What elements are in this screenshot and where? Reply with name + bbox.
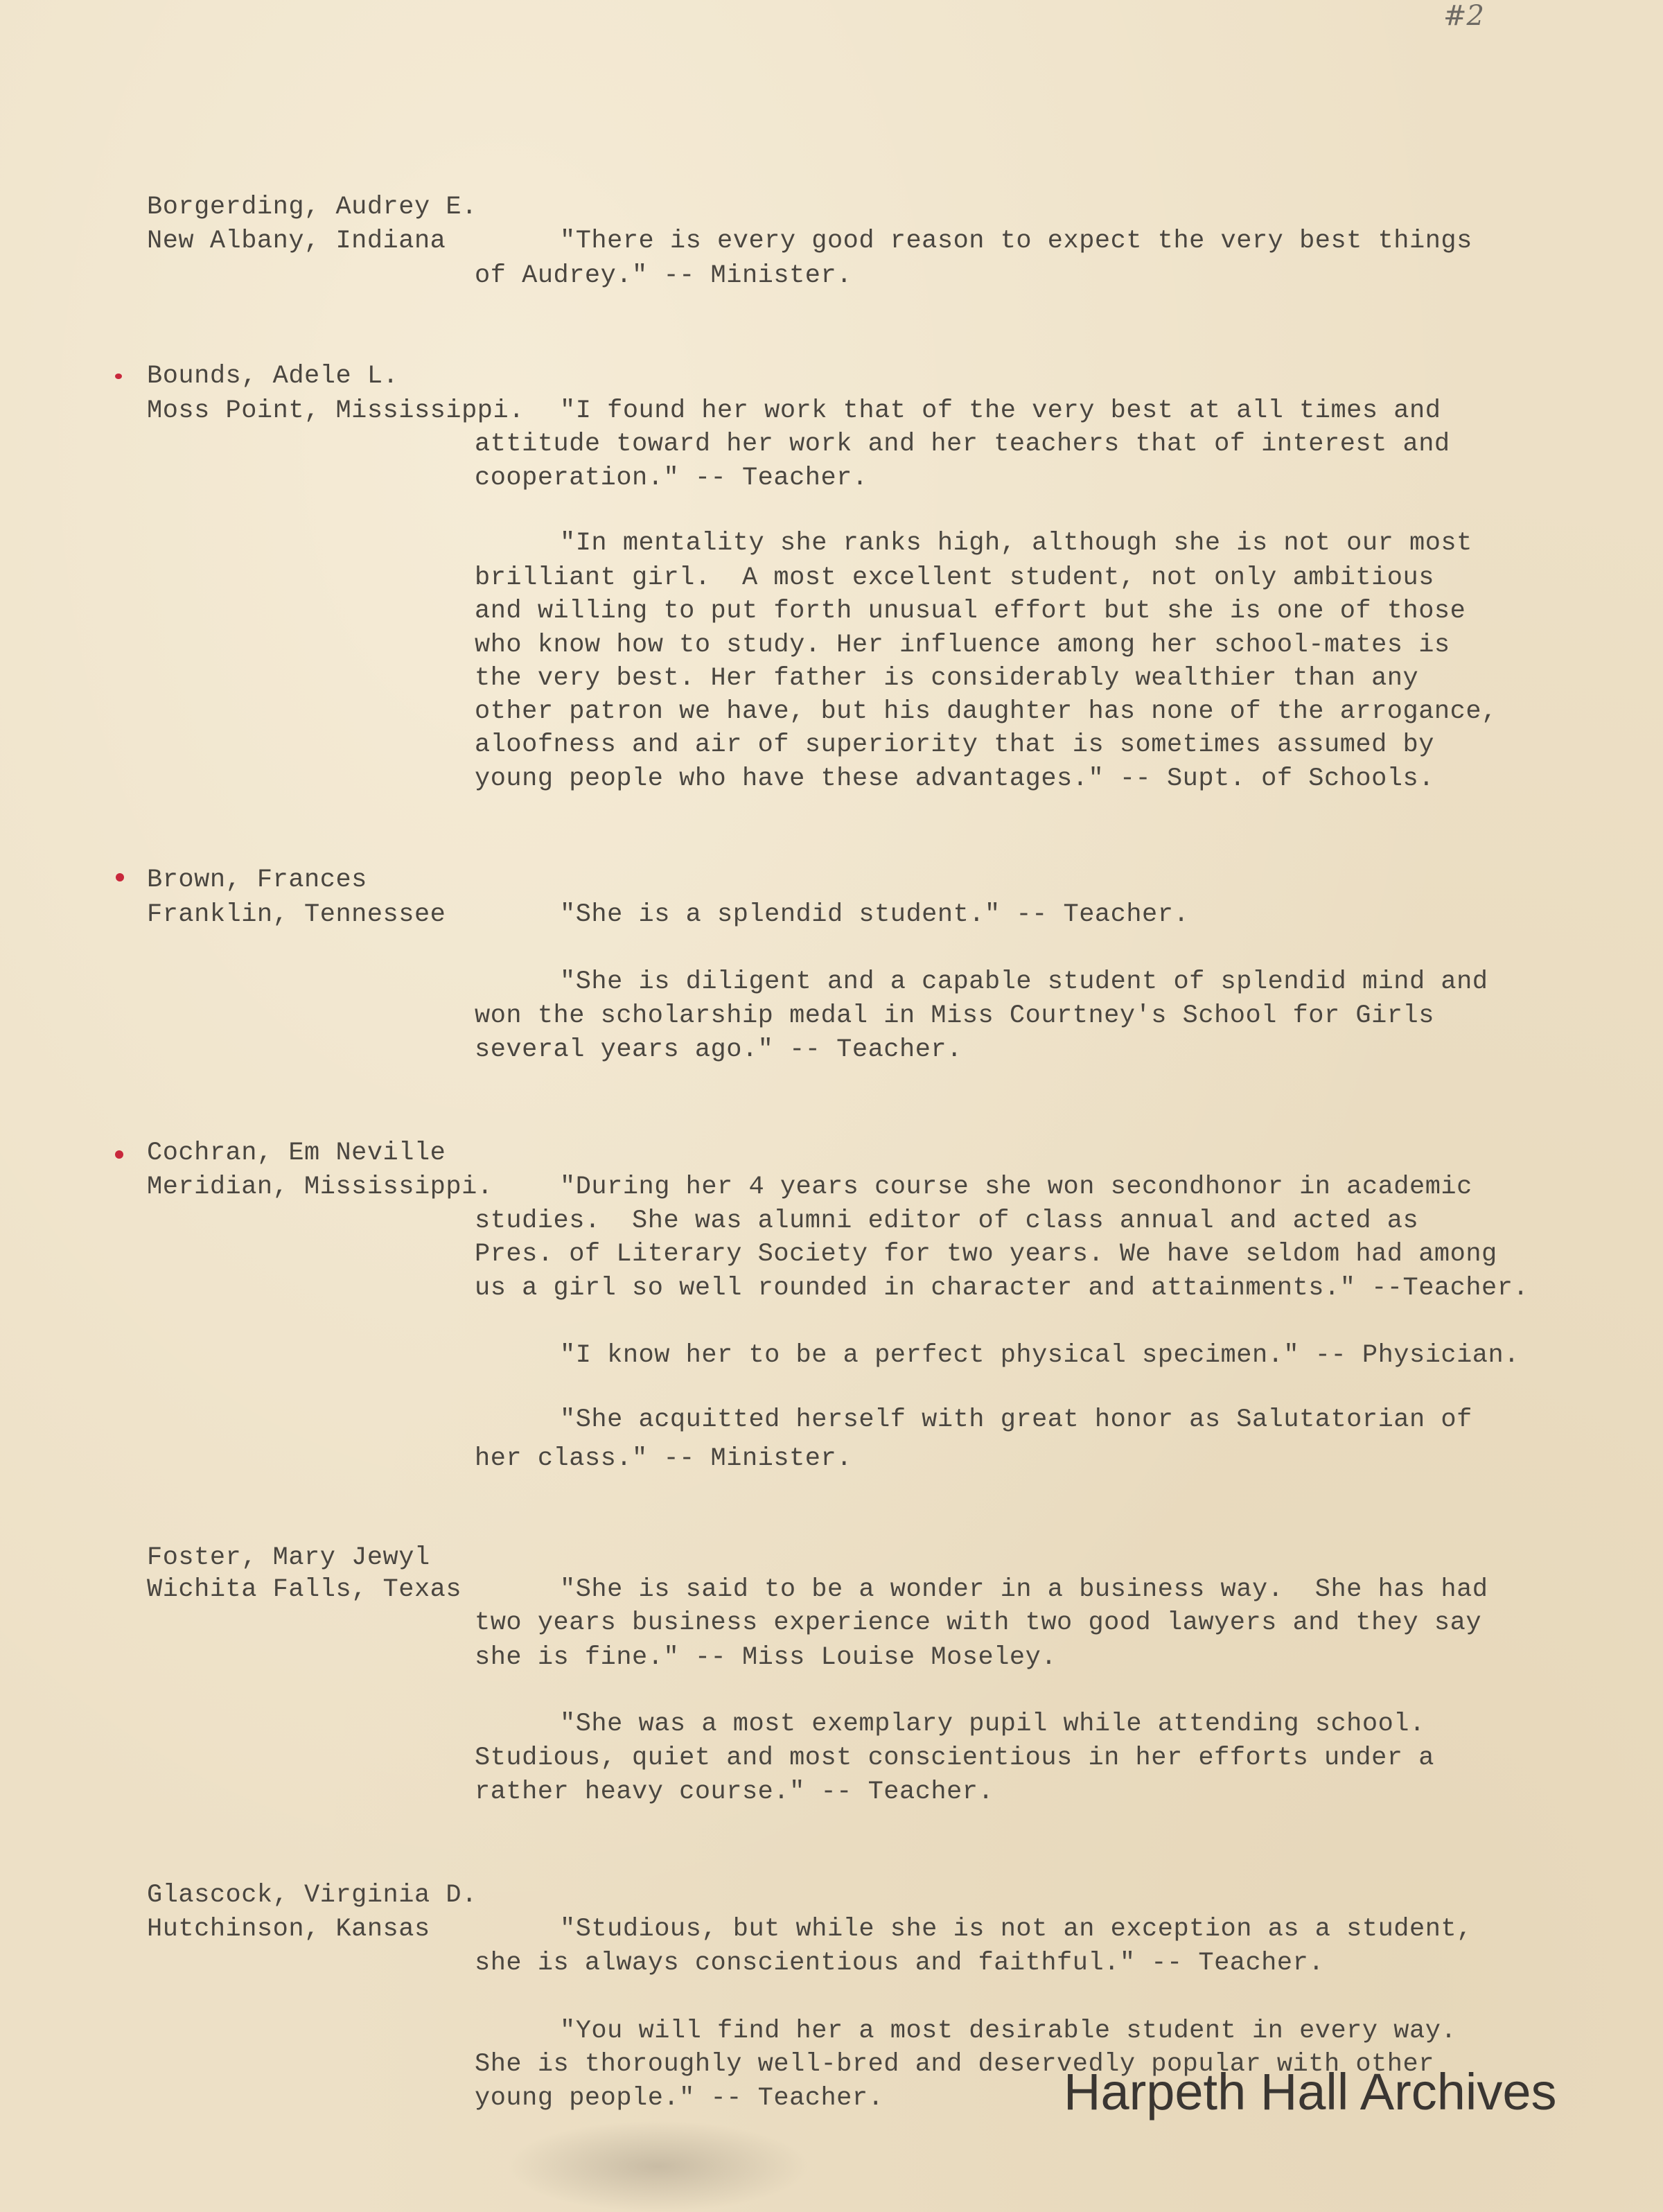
entry-text-line: Studious, quiet and most conscientious in her efforts under a [475,1744,1434,1773]
entry-name: Brown, Frances [147,866,367,895]
entry-text-line: her class." -- Minister. [475,1444,852,1473]
entry-location: Franklin, Tennessee [147,900,446,929]
entry-text-line: several years ago." -- Teacher. [475,1035,962,1064]
entry-text-line: who know how to study. Her influence among her school-mates is [475,631,1450,660]
entry-text-line: "Studious, but while she is not an exception as a student, [560,1915,1472,1944]
archive-watermark: Harpeth Hall Archives [1064,2063,1557,2121]
entry-location: Moss Point, Mississippi. [147,396,525,425]
entry-text-line: "I found her work that of the very best at all times and [560,396,1441,425]
red-check-mark [115,374,122,379]
entry-text-line: she is always conscientious and faithful." -- Teacher. [475,1949,1324,1978]
entry-text-line: studies. She was alumni editor of class annual and acted as [475,1206,1419,1236]
entry-text-line: won the scholarship medal in Miss Courtney's School for Girls [475,1001,1434,1030]
entry-text-line: She is thoroughly well-bred and deservedly popular with other [475,2050,1434,2079]
red-check-mark [115,1150,123,1159]
entry-text-line: "During her 4 years course she won secondhonor in academic [560,1173,1472,1202]
entry-text-line: us a girl so well rounded in character and attainments." --Teacher. [475,1274,1529,1303]
entry-text-line: of Audrey." -- Minister. [475,261,852,290]
entry-text-line: "She is diligent and a capable student of splendid mind and [560,967,1488,997]
page-number: #2 [1443,0,1484,32]
red-check-mark [116,873,124,881]
entry-name: Bounds, Adele L. [147,362,399,391]
entry-text-line: "She is said to be a wonder in a business way. She has had [560,1575,1488,1604]
entry-text-line: the very best. Her father is considerably wealthier than any [475,664,1419,693]
entry-text-line: young people who have these advantages." -- Supt. of Schools. [475,764,1434,793]
entry-location: Meridian, Mississippi. [147,1173,493,1202]
entry-location: Wichita Falls, Texas [147,1575,462,1604]
entry-text-line: attitude toward her work and her teachers that of interest and [475,430,1450,459]
entry-name: Borgerding, Audrey E. [147,193,477,222]
entry-text-line: "You will find her a most desirable student in every way. [560,2017,1457,2046]
entry-text-line: "She was a most exemplary pupil while attending school. [560,1710,1425,1739]
entry-text-line: other patron we have, but his daughter has none of the arrogance, [475,697,1497,726]
entry-name: Foster, Mary Jewyl [147,1543,430,1572]
entry-location: New Albany, Indiana [147,227,446,256]
entry-text-line: Pres. of Literary Society for two years. We have seldom had among [475,1240,1497,1269]
entry-text-line: cooperation." -- Teacher. [475,464,868,493]
entry-text-line: and willing to put forth unusual effort but she is one of those [475,597,1466,626]
entry-text-line: two years business experience with two good lawyers and they say [475,1608,1482,1638]
entry-name: Glascock, Virginia D. [147,1881,477,1910]
entry-text-line: "I know her to be a perfect physical specimen." -- Physician. [560,1341,1520,1370]
paper-smudge [506,2121,811,2212]
entry-text-line: rather heavy course." -- Teacher. [475,1778,994,1807]
entry-name: Cochran, Em Neville [147,1139,446,1168]
entry-text-line: "In mentality she ranks high, although she is not our most [560,529,1472,558]
entry-text-line: "There is every good reason to expect the very best things [560,227,1472,256]
entry-location: Hutchinson, Kansas [147,1915,430,1944]
entry-text-line: young people." -- Teacher. [475,2084,884,2113]
entry-text-line: she is fine." -- Miss Louise Moseley. [475,1643,1057,1672]
entry-text-line: "She is a splendid student." -- Teacher. [560,900,1190,929]
entry-text-line: aloofness and air of superiority that is sometimes assumed by [475,730,1434,760]
entry-text-line: "She acquitted herself with great honor as Salutatorian of [560,1405,1472,1434]
entry-text-line: brilliant girl. A most excellent student, not only ambitious [475,563,1434,592]
